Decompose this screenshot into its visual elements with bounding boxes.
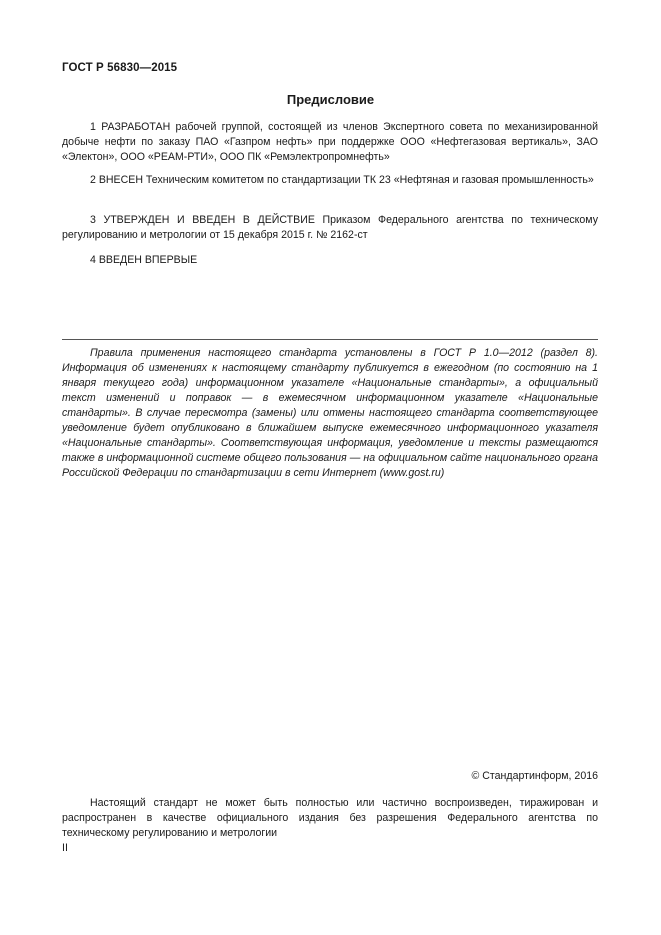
reproduction-notice: Настоящий стандарт не может быть полностью или частично воспроизведен, тиражирован и распространен в качестве официального издания без разрешения Федерального агентства по техническому регулированию и метрологии (62, 797, 598, 839)
foreword-paragraph-1: 1 РАЗРАБОТАН рабочей группой, состоящей из членов Экспертного совета по механизированной добыче нефти по заказу ПАО «Газпром нефть» при поддержке ООО «Нефтегазовая вертикаль», ЗАО «Электон», ООО «РЕАМ-РТИ», ООО ПК «Ремэлектропромнефть» (62, 121, 598, 163)
foreword-paragraph-2: 2 ВНЕСЕН Техническим комитетом по стандартизации ТК 23 «Нефтяная и газовая промышленность» (90, 174, 594, 186)
foreword-paragraph-4: 4 ВВЕДЕН ВПЕРВЫЕ (90, 254, 198, 266)
application-rules-notice: Правила применения настоящего стандарта установлены в ГОСТ Р 1.0—2012 (раздел 8). Информация об изменениях к настоящему стандарту публикуется в ежегодном (по состоянию на 1 января текущего года) информационном указателе «Национальные стандарты», а официальный текст изменений и поправок — в ежемесячном информационном указателе «Национальные стандарты». В случае пересмотра (замены) или отмены настоящего стандарта соответствующее уведомление будет опубликовано в ближайшем выпуске ежемесячного информационного указателя «Национальные стандарты». Соответствующая информация, уведомление и тексты размещаются также в информационной системе общего пользования — на официальном сайте национального органа Российской Федерации по стандартизации в сети Интернет (www.gost.ru) (62, 347, 598, 479)
page-title: Предисловие (286, 92, 375, 107)
foreword-paragraph-3: 3 УТВЕРЖДЕН И ВВЕДЕН В ДЕЙСТВИЕ Приказом Федерального агентства по техническому регулированию и метрологии от 15 декабря 2015 г. № 2162-ст (62, 214, 598, 241)
copyright: © Стандартинформ, 2016 (471, 770, 598, 782)
page-number: II (62, 842, 68, 854)
divider (62, 339, 598, 340)
standard-id: ГОСТ Р 56830—2015 (62, 62, 178, 74)
